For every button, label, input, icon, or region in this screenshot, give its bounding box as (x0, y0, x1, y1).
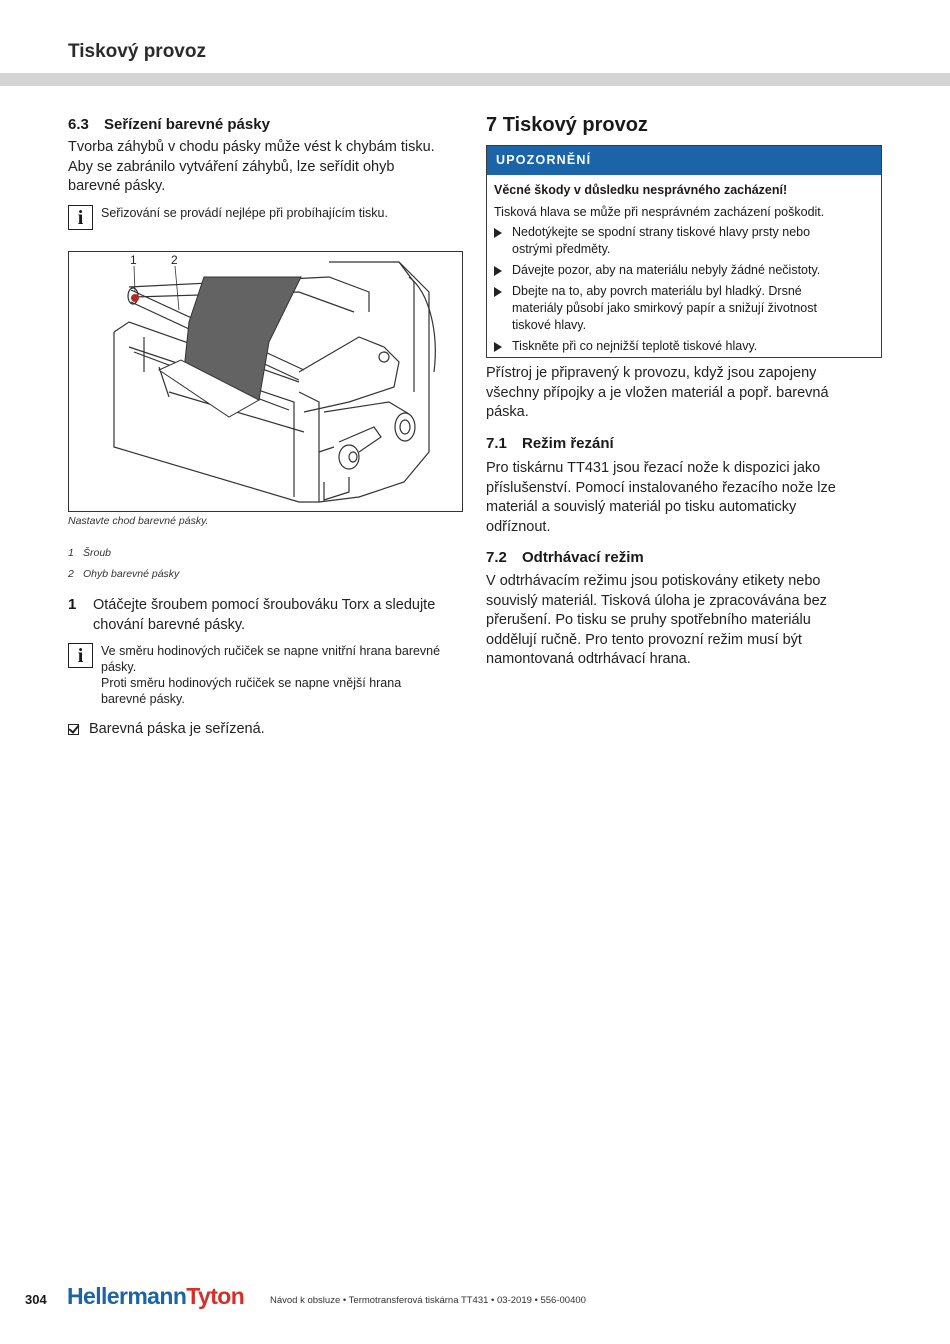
info-note-text: Seřizování se provádí nejlépe při probíhajícím tisku. (101, 206, 388, 220)
instruction-step (68, 596, 463, 635)
section-title: Odtrhávací režim (522, 549, 644, 566)
warning-label: UPOZORNĚNÍ (487, 146, 881, 175)
section-heading-7-1 (486, 435, 614, 452)
callout-label-2: 2 (171, 253, 178, 267)
info-icon: i (68, 643, 93, 668)
callout-label-1: 1 (130, 253, 137, 267)
warning-box (486, 145, 882, 358)
paragraph-line: přerušení. Po tisku se pruhy spotřebního materiálu (486, 612, 811, 628)
section-number: 7.1 (486, 435, 507, 452)
ready-line: páska. (486, 404, 529, 420)
section-7-1-paragraph (486, 459, 882, 537)
logo-text-tyton: Tyton (186, 1283, 245, 1309)
section-number: 6.3 (68, 116, 89, 133)
section-title: Seřízení barevné pásky (104, 116, 270, 133)
paragraph-line: Pro tiskárnu TT431 jsou řezací nože k dispozici jako (486, 460, 821, 476)
legend-text: Ohyb barevné pásky (83, 568, 180, 580)
figure-caption: Nastavte chod barevné pásky. (68, 515, 209, 527)
bullet-triangle-icon (494, 228, 502, 238)
warning-list (487, 224, 881, 355)
legend-item (68, 568, 179, 580)
intro-line: barevné pásky. (68, 178, 166, 194)
legend-item (68, 547, 111, 559)
info-note-line: Proti směru hodinových ručiček se napne vnější hrana (101, 676, 402, 690)
section-title: Režim řezání (522, 435, 614, 452)
step-line: chování barevné pásky. (93, 616, 246, 633)
warning-item-line: Dávejte pozor, aby na materiálu nebyly žádné nečistoty. (512, 263, 821, 277)
info-icon: i (68, 205, 93, 230)
paragraph-line: materiál a souvislý materiál po tisku automaticky (486, 499, 797, 515)
bullet-triangle-icon (494, 266, 502, 276)
warning-title: Věcné škody v důsledku nesprávného zacházení! (494, 183, 788, 197)
section-heading-6-3 (68, 116, 270, 133)
paragraph-line: příslušenství. Pomocí instalovaného řezacího nože lze (486, 479, 836, 496)
ready-paragraph (486, 364, 882, 423)
paragraph-line: V odtrhávacím režimu jsou potiskovány etikety nebo (486, 573, 821, 589)
warning-item-line: ostrými předměty. (512, 242, 611, 256)
warning-item-line: Nedotýkejte se spodní strany tiskové hlavy prsty nebo (512, 225, 811, 239)
intro-line: Aby se zabránilo vytváření záhybů, lze seřídit ohyb (68, 158, 395, 175)
chapter-title: Tiskový provoz (502, 114, 648, 136)
section-number: 7.2 (486, 549, 507, 566)
warning-item-line: tiskové hlavy. (512, 318, 587, 332)
printer-mechanism-illustration (69, 252, 462, 511)
chapter-heading (486, 114, 648, 137)
result-line (68, 720, 265, 740)
checkbox-checked-icon (68, 724, 79, 735)
paragraph-line: souvislý materiál. Tisková úloha je zpracovávána bez (486, 592, 827, 609)
warning-text: Tisková hlava se může při nesprávném zacházení poškodit. (494, 205, 825, 219)
warning-item (494, 283, 871, 334)
paragraph-line: oddělují ručně. Pro tento provozní režim musí být (486, 631, 802, 648)
legend-text: Šroub (83, 547, 112, 559)
warning-item (494, 338, 871, 355)
result-text: Barevná páska je seřízená. (89, 721, 265, 737)
paragraph-line: odříznout. (486, 518, 551, 535)
warning-item (494, 262, 871, 279)
info-note-1 (68, 205, 463, 230)
logo-text-hellermann: Hellermann (67, 1283, 187, 1309)
bullet-triangle-icon (494, 287, 502, 297)
warning-item-line: materiály působí jako smirkový papír a snižují životnost (512, 301, 817, 315)
paragraph-line: namontovaná odtrhávací hrana. (486, 651, 691, 667)
step-line: Otáčejte šroubem pomocí šroubováku Torx a sledujte (93, 597, 436, 613)
page-header-title: Tiskový provoz (68, 41, 206, 62)
warning-item (494, 224, 871, 258)
legend-number: 2 (68, 568, 74, 580)
section-7-2-paragraph (486, 572, 882, 670)
info-note-line: pásky. (101, 660, 137, 674)
ribbon-adjust-figure (68, 251, 463, 512)
page-number: 304 (25, 1292, 47, 1307)
brand-logo (67, 1283, 244, 1310)
intro-line: Tvorba záhybů v chodu pásky může vést k chybám tisku. (68, 139, 435, 155)
legend-number: 1 (68, 547, 74, 559)
section-heading-7-2 (486, 549, 644, 566)
document-reference: Návod k obsluze • Termotransferová tiskárna TT431 • 03-2019 • 556-00400 (270, 1295, 586, 1306)
header-bar (0, 73, 950, 86)
intro-paragraph (68, 138, 458, 197)
info-note-line: barevné pásky. (101, 692, 185, 706)
info-note-line: Ve směru hodinových ručiček se napne vnitřní hrana barevné (101, 644, 441, 658)
info-note-2 (68, 643, 463, 707)
chapter-number: 7 (486, 114, 498, 136)
ready-line: všechny přípojky a je vložen materiál a popř. barevná (486, 384, 829, 401)
warning-item-line: Tiskněte při co nejnižší teplotě tiskové hlavy. (512, 339, 758, 353)
warning-item-line: Dbejte na to, aby povrch materiálu byl hladký. Drsné (512, 284, 802, 298)
step-number: 1 (68, 596, 77, 613)
bullet-triangle-icon (494, 342, 502, 352)
ready-line: Přístroj je připravený k provozu, když jsou zapojeny (486, 365, 817, 381)
